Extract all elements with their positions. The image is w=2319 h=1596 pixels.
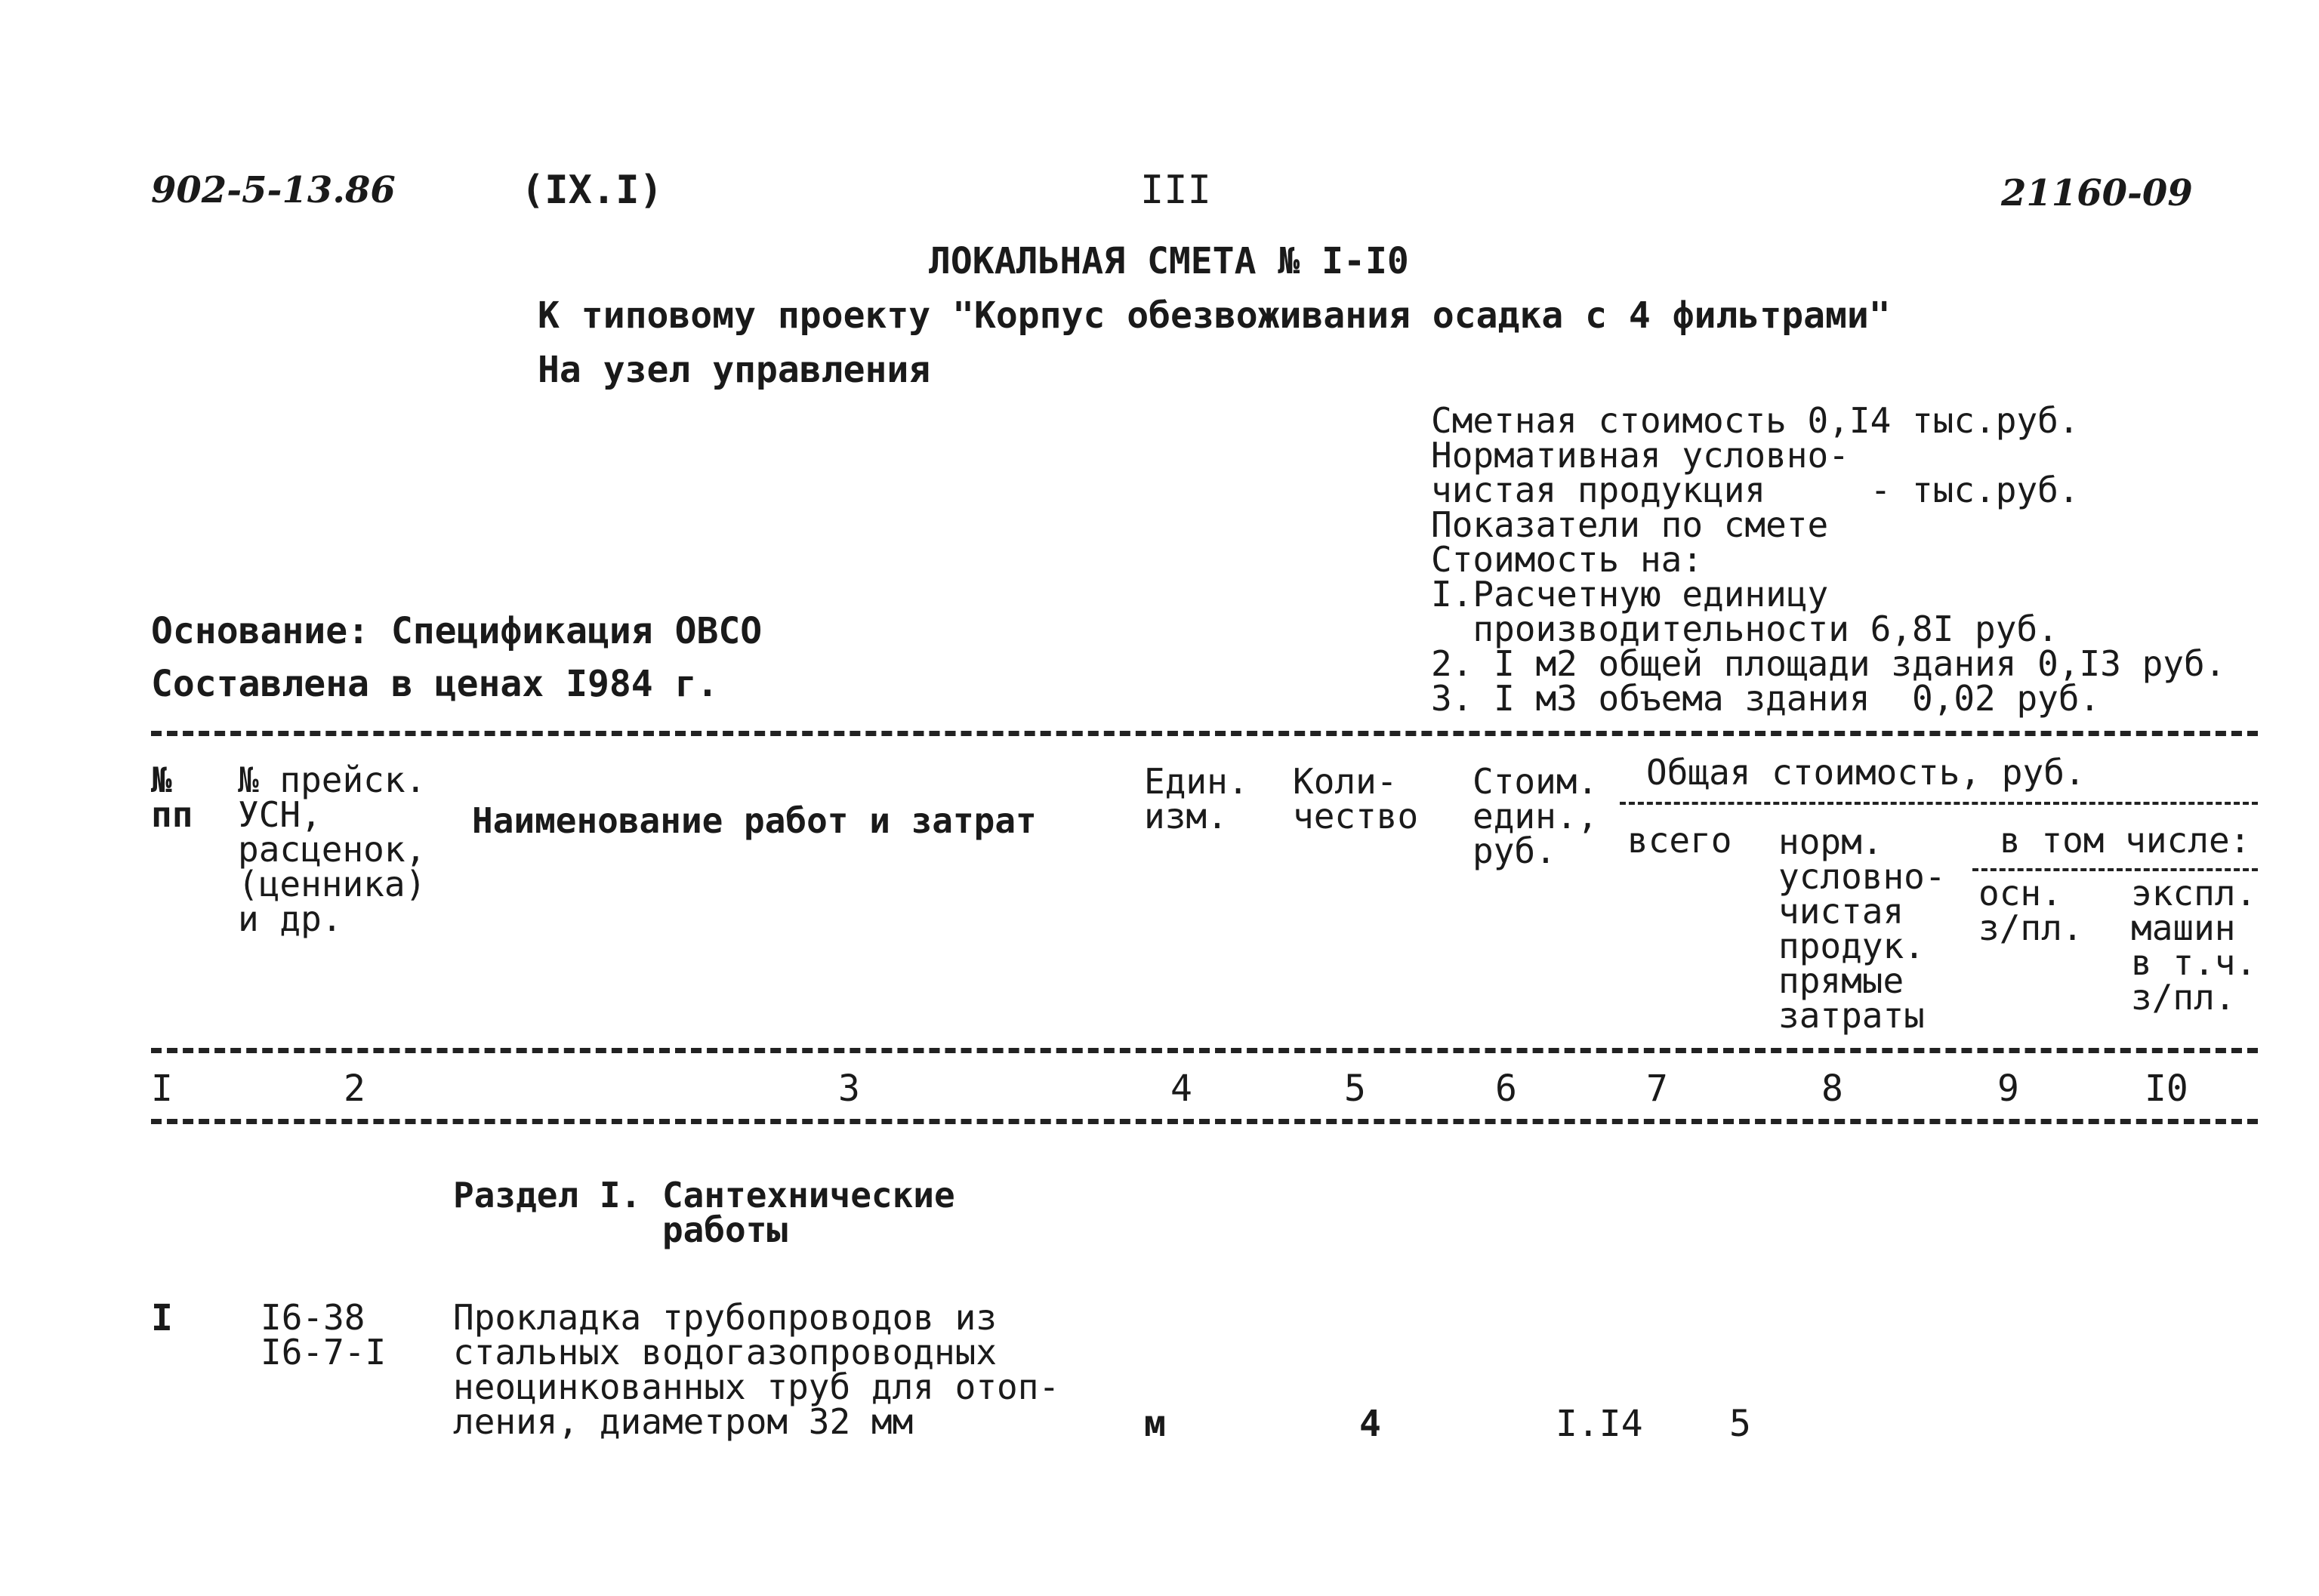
header-total: всего [1627,820,1732,861]
section-title: Раздел I. Сантехнические работы [453,1175,955,1250]
header-including: в том числе: [2000,820,2251,861]
page-number: III [1140,168,1211,213]
archive-number: 21160-09 [2001,172,2193,214]
summary-line: Сметная стоимость 0,I4 тыс.руб. [1431,400,2080,441]
doc-code: 902-5-13.86 [151,169,396,211]
summary-line: 2. I м2 общей площади здания 0,I3 руб. [1431,643,2226,684]
row-total: 5 [1729,1403,1751,1445]
row-work-name: Прокладка трубопроводов из стальных водогазопроводных неоцинкованных труб для отоп- ления, диаметром 32 мм [453,1297,1060,1442]
column-number: I [151,1068,173,1110]
project-title: К типовому проекту "Корпус обезвоживания осадка с 4 фильтрами" [538,294,1891,337]
summary-line: Нормативная условно- [1431,435,1849,476]
summary-line: I.Расчетную единицу [1431,574,1829,615]
object-title: На узел управления [538,349,931,391]
row-number: I [151,1297,173,1339]
summary-line: 3. I м3 объема здания 0,02 руб. [1431,678,2101,719]
table-top-rule [151,731,2258,736]
header-subgroup-rule [1972,868,2258,871]
header-unit-cost: Стоим. един., руб. [1473,761,1599,871]
row-unit: м [1144,1403,1166,1445]
header-work-name: Наименование работ и затрат [472,800,1037,841]
header-base-wages: осн. з/пл. [1978,873,2083,948]
summary-line: производительности 6,8I руб. [1431,609,2058,649]
header-unit: Един. изм. [1144,761,1249,837]
column-number: 9 [1997,1068,2019,1110]
summary-line: Стоимость на: [1431,539,1704,580]
header-bottom-rule [151,1048,2258,1053]
row-quantity: 4 [1359,1403,1381,1445]
column-number: 6 [1495,1068,1517,1110]
column-number: 3 [838,1068,860,1110]
summary-line: Показатели по смете [1431,504,1829,545]
header-net-product: норм. условно- чистая продук. прямые затраты [1778,821,1946,1036]
column-number: 5 [1344,1068,1366,1110]
column-number: 7 [1646,1068,1668,1110]
column-number: 4 [1170,1068,1192,1110]
header-price-code: № прейск. УСН, расценок, (ценника) и др. [238,759,427,939]
column-number: 8 [1821,1068,1843,1110]
column-number: I0 [2145,1068,2188,1110]
summary-line: чистая продукция - тыс.руб. [1431,470,2080,510]
header-total-cost-group: Общая стоимость, руб. [1646,752,2086,793]
volume-label: (IX.I) [521,168,663,213]
basis-foundation: Основание: Спецификация ОВСО [151,610,763,652]
column-number: 2 [344,1068,365,1110]
header-quantity: Коли- чество [1293,761,1419,837]
column-numbers-rule [151,1119,2258,1124]
estimate-title: ЛОКАЛЬНАЯ СМЕТА № I-I0 [929,240,1409,282]
basis-prices: Составлена в ценах I984 г. [151,663,719,705]
row-unit-cost: I.I4 [1556,1403,1643,1445]
header-machines: экспл. машин в т.ч. з/пл. [2131,873,2257,1018]
header-group-rule [1620,802,2258,805]
row-price-code: I6-38 I6-7-I [261,1297,387,1373]
header-row-number: № пп [151,759,193,835]
